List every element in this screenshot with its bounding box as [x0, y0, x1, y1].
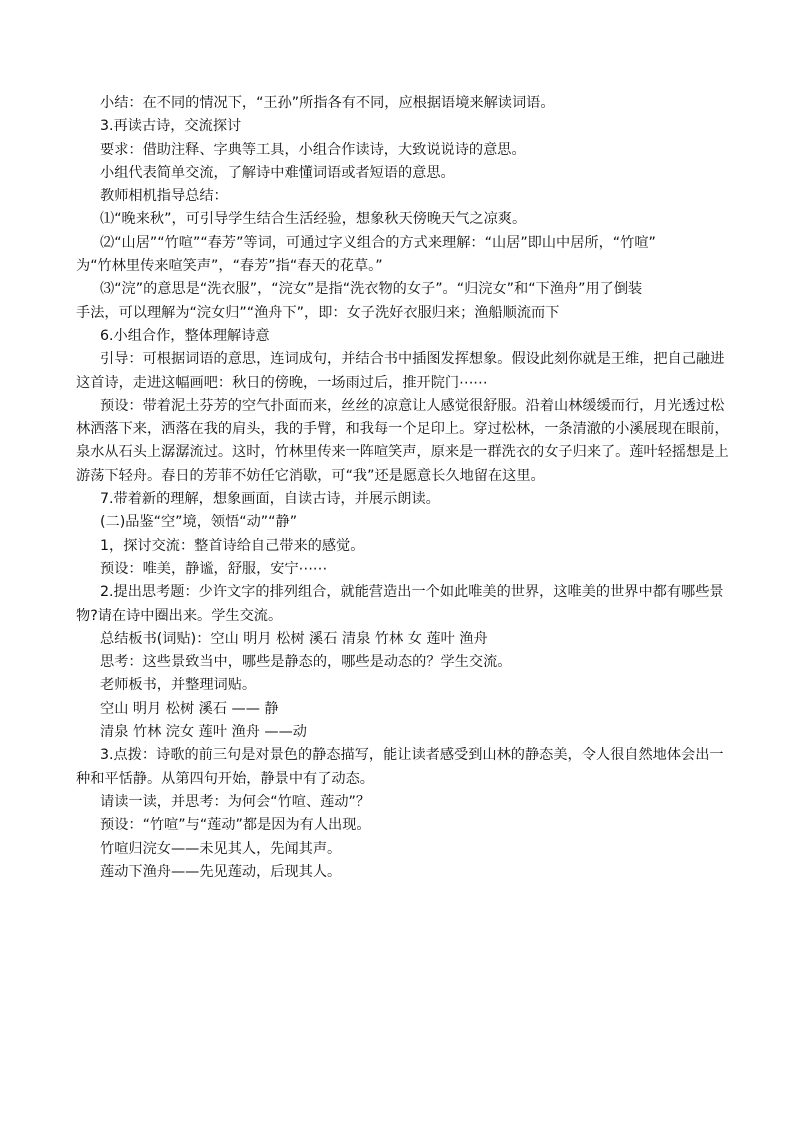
section-heading: 3.再读古诗，交流探讨	[100, 118, 242, 135]
paragraph-summary: 小结：在不同的情况下，“王孙”所指各有不同，应根据语境来解读词语。	[100, 95, 555, 111]
paragraph-line: 老师板书，并整理词贴。	[100, 677, 257, 694]
list-item: ⑴“晚来秋”，可引导学生结合生活经验，想象秋天傍晚天气之凉爽。	[100, 211, 527, 228]
paragraph-line: 为“竹林里传来喧笑声”，“春芳”指“春天的花草。”	[76, 258, 383, 275]
paragraph-line: 预设：唯美，静谧，舒服，安宁⋯⋯	[100, 560, 328, 577]
paragraph-line: 请读一读，并思考：为何会“竹喧、莲动”？	[100, 793, 371, 810]
paragraph-line: 泉水从石头上潺潺流过。这时，竹林里传来一阵喧笑声，原来是一群洗衣的女子归来了。莲叶轻摇想是上	[76, 444, 729, 461]
section-heading: (二)品鉴“空”境，领悟“动”“静”	[100, 514, 298, 531]
paragraph-line: 林洒落下来，洒落在我的肩头，我的手臂，和我每一个足印上。穿过松林，一条清澈的小溪展现在眼前，	[76, 421, 729, 438]
section-heading: 7.带着新的理解，想象画面，自读古诗，并展示朗读。	[100, 491, 440, 508]
list-item: ⑶“浣”的意思是“洗衣服”，“浣女”是指“洗衣物的女子”。“归浣女”和“下渔舟”用了倒装	[100, 281, 643, 298]
list-item: ⑵“山居”“竹喧”“春芳”等词，可通过字义组合的方式来理解：“山居”即山中居所，“竹喧”	[100, 234, 656, 251]
paragraph-line: 预设：带着泥土芬芳的空气扑面而来，丝丝的凉意让人感觉很舒服。沿着山林缓缓而行，月光透过松	[100, 397, 725, 414]
paragraph-line: 3.点拨：诗歌的前三句是对景色的静态描写，能让读者感受到山林的静态美，令人很自然地体会出一	[100, 747, 724, 764]
paragraph-group-exchange: 小组代表简单交流，了解诗中难懂词语或者短语的意思。	[100, 164, 455, 181]
paragraph-requirement: 要求：借助注释、字典等工具，小组合作读诗，大致说说诗的意思。	[100, 141, 526, 158]
board-line-static: 空山 明月 松树 溪石 —— 静	[100, 700, 279, 717]
paragraph-line: 手法，可以理解为“浣女归”“渔舟下”，即：女子洗好衣服归来；渔船顺流而下	[76, 304, 560, 321]
paragraph-line: 竹喧归浣女——未见其人，先闻其声。	[100, 840, 342, 857]
paragraph-teacher-summary: 教师相机指导总结：	[100, 188, 228, 205]
board-line-dynamic: 清泉 竹林 浣女 莲叶 渔舟 ——动	[100, 724, 307, 741]
section-heading: 6.小组合作，整体理解诗意	[100, 327, 270, 344]
paragraph-line: 莲动下渔舟——先见莲动，后现其人。	[100, 863, 342, 880]
list-item: 1，探讨交流：整首诗给自己带来的感觉。	[100, 537, 365, 554]
paragraph-line: 总结板书(词贴)：空山 明月 松树 溪石 清泉 竹林 女 莲叶 渔舟	[100, 630, 488, 647]
paragraph-line: 预设：“竹喧”与“莲动”都是因为有人出现。	[100, 817, 371, 834]
paragraph-line: 这首诗，走进这幅画吧：秋日的傍晚，一场雨过后，推开院门⋯⋯	[76, 374, 488, 391]
paragraph-line: 游荡下轻舟。春日的芳菲不妨任它消歇，可“我”还是愿意长久地留在这里。	[76, 467, 545, 484]
paragraph-line: 2.提出思考题：少许文字的排列组合，就能营造出一个如此唯美的世界，这唯美的世界中都有哪些景	[100, 584, 724, 601]
paragraph-line: 种和平恬静。从第四句开始，静景中有了动态。	[76, 770, 374, 787]
document-body	[76, 92, 729, 884]
paragraph-line: 物?请在诗中圈出来。学生交流。	[76, 607, 283, 624]
paragraph-line: 引导：可根据词语的意思，连词成句，并结合书中插图发挥想象。假设此刻你就是王维，把自己融进	[100, 351, 725, 368]
paragraph-line: 思考：这些景致当中，哪些是静态的，哪些是动态的？学生交流。	[100, 654, 512, 671]
